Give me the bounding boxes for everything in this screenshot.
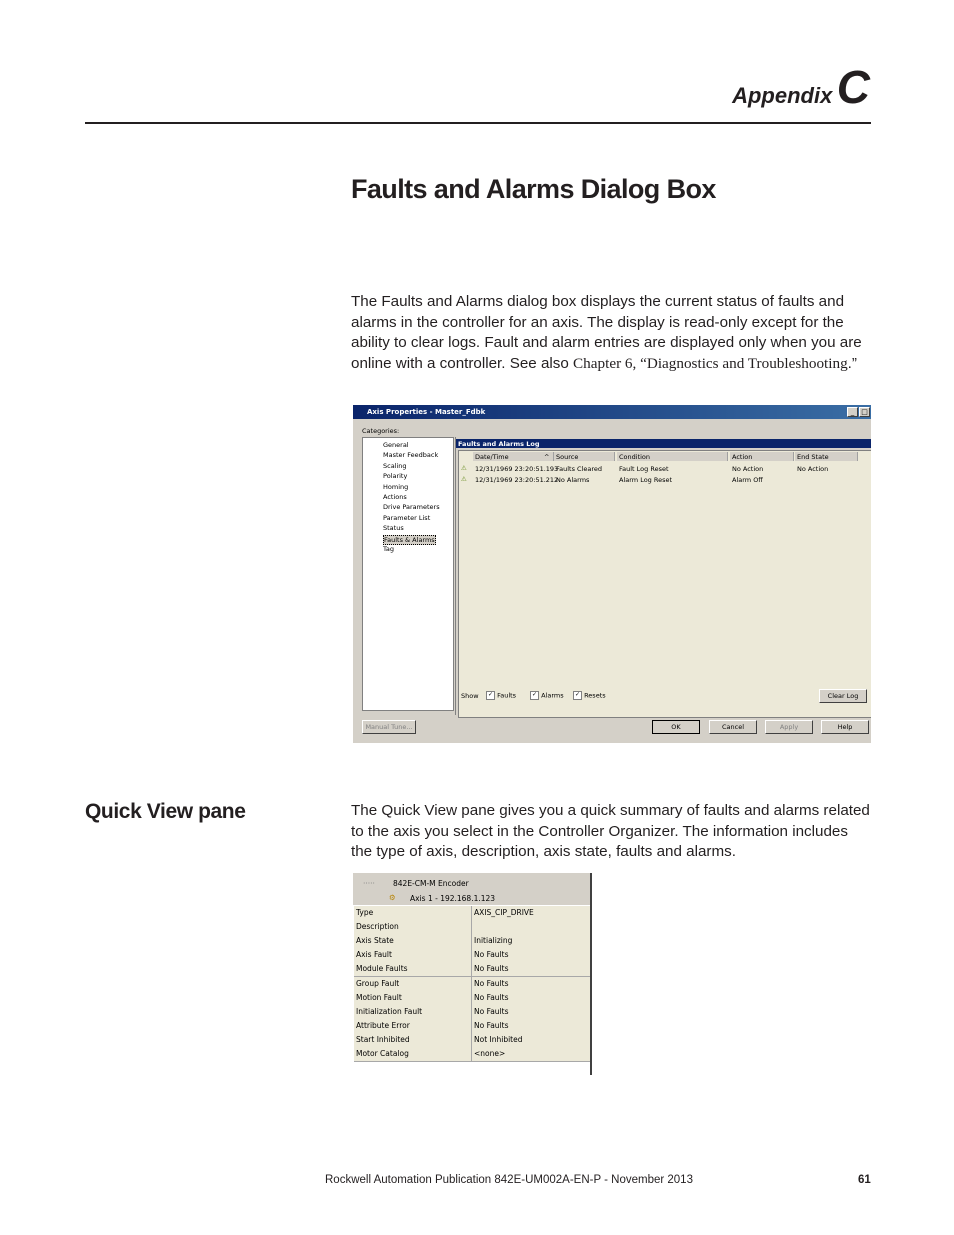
alarms-filter-label: Alarms — [541, 691, 564, 700]
apply-button[interactable]: Apply — [765, 720, 813, 734]
property-value: No Faults — [474, 1020, 509, 1030]
category-item[interactable]: Homing — [383, 482, 409, 491]
axis-label[interactable]: Axis 1 - 192.168.1.123 — [410, 894, 496, 903]
manual-tune-button[interactable]: Manual Tune... — [362, 720, 416, 734]
cell-action: Alarm Off — [732, 476, 763, 484]
column-divider — [471, 920, 472, 934]
tree-dots: ····· — [363, 879, 375, 888]
intro-paragraph — [351, 292, 871, 374]
alarm-icon: ⚠ — [461, 475, 467, 483]
column-divider — [471, 991, 472, 1005]
category-item[interactable]: Faults & Alarms — [384, 535, 435, 544]
property-name: Attribute Error — [356, 1020, 410, 1030]
category-item[interactable]: Actions — [383, 493, 407, 501]
category-item[interactable]: Parameter List — [383, 513, 431, 522]
categories-label: Categories: — [362, 427, 400, 435]
cell-action: No Action — [732, 465, 764, 473]
resets-checkbox[interactable]: ✓ — [574, 691, 581, 698]
minimize-icon[interactable]: _ — [847, 407, 858, 417]
property-value: No Faults — [474, 1006, 509, 1016]
quick-view-row — [354, 1005, 590, 1020]
quick-view-pane — [353, 873, 592, 1075]
intro-end: .” — [847, 354, 857, 372]
column-divider — [471, 1019, 472, 1033]
column-header-condition[interactable] — [617, 452, 728, 461]
module-label[interactable]: 842E-CM-M Encoder — [393, 879, 469, 888]
faults-filter-label: Faults — [497, 691, 517, 700]
category-item[interactable]: Status — [383, 524, 404, 533]
column-divider — [471, 1005, 472, 1019]
appendix-letter: C — [836, 61, 870, 113]
column-header-action[interactable] — [730, 452, 794, 461]
axis-icon: ⚙ — [389, 893, 396, 902]
dialog-title: Axis Properties - Master_Fdbk — [367, 408, 486, 416]
property-name: Module Faults — [356, 964, 408, 974]
category-item[interactable]: Tag — [383, 545, 395, 553]
faults-alarms-panel — [455, 437, 871, 715]
quick-view-row — [354, 948, 590, 963]
faults-filter[interactable] — [486, 691, 516, 700]
header-rule — [85, 122, 871, 124]
property-name: Motion Fault — [356, 992, 402, 1002]
column-header-label: Action — [732, 453, 753, 461]
category-item[interactable]: General — [383, 441, 409, 449]
clear-log-button[interactable]: Clear Log — [819, 689, 867, 703]
property-name: Initialization Fault — [356, 1006, 423, 1016]
table-row[interactable] — [459, 475, 871, 485]
quick-view-row — [354, 906, 590, 921]
column-header-source[interactable] — [544, 452, 615, 461]
column-header-label: Date/Time — [475, 453, 509, 461]
show-label: Show — [461, 692, 479, 700]
quick-view-row — [354, 991, 590, 1006]
column-divider — [471, 906, 472, 920]
column-header-label: Condition — [619, 453, 651, 461]
property-name: Axis State — [356, 936, 394, 946]
panel-header — [456, 439, 871, 448]
property-value: <none> — [474, 1049, 506, 1058]
faults-alarms-log — [458, 450, 871, 718]
quick-view-row — [354, 1033, 590, 1048]
panel-title: Faults and Alarms Log — [458, 440, 540, 448]
alarms-checkbox[interactable]: ✓ — [531, 691, 538, 698]
maximize-icon[interactable]: □ — [859, 407, 870, 417]
column-header-datetime[interactable] — [473, 452, 554, 461]
column-divider — [471, 948, 472, 962]
quick-view-row — [354, 934, 590, 949]
column-divider — [471, 977, 472, 991]
sort-icon: ^ — [544, 453, 550, 461]
dialog-titlebar — [353, 405, 871, 419]
faults-checkbox[interactable]: ✓ — [487, 691, 494, 698]
cell-end-state: No Action — [797, 465, 829, 473]
axis-properties-dialog — [353, 405, 871, 743]
appendix-heading — [732, 61, 870, 113]
table-row[interactable] — [459, 464, 871, 474]
property-name: Axis Fault — [356, 950, 392, 960]
chapter-link[interactable]: Chapter 6, “Diagnostics and Troubleshooting — [573, 354, 848, 372]
quick-view-paragraph: The Quick View pane gives you a quick summary of faults and alarms related to the axis you select in the Controller Organizer. The information includes the type of axis, description, axis state, faults and alarms. — [351, 802, 870, 860]
column-header-label: End State — [797, 453, 829, 461]
quick-view-tree — [353, 873, 590, 905]
cell-datetime: 12/31/1969 23:20:51.212 — [475, 476, 559, 484]
quick-view-heading: Quick View pane — [85, 800, 246, 823]
footer-publication: Rockwell Automation Publication 842E-UM002A-EN-P - November 2013 — [325, 1174, 693, 1186]
category-item[interactable]: Polarity — [383, 472, 408, 481]
column-divider — [471, 962, 472, 976]
fault-icon: ⚠ — [461, 464, 467, 472]
pane-border — [590, 873, 592, 1075]
cell-condition: Fault Log Reset — [619, 465, 669, 473]
quick-view-row — [354, 1019, 590, 1034]
ok-button[interactable]: OK — [652, 720, 700, 734]
categories-tree — [362, 437, 454, 711]
property-name: Motor Catalog — [356, 1049, 409, 1058]
column-divider — [471, 1033, 472, 1047]
column-header-end-state[interactable] — [795, 452, 858, 461]
property-name: Start Inhibited — [356, 1034, 410, 1044]
cell-source: Faults Cleared — [556, 465, 603, 473]
property-name: Description — [356, 922, 399, 932]
quick-view-row — [354, 1047, 590, 1062]
property-value: No Faults — [474, 992, 509, 1002]
column-divider — [471, 1047, 472, 1061]
page-title: Faults and Alarms Dialog Box — [351, 174, 716, 204]
property-name: Type — [356, 908, 374, 917]
quick-view-row — [354, 977, 590, 992]
help-button[interactable]: Help — [821, 720, 869, 734]
intro-text: The Faults and Alarms dialog box displays the current status of faults and alarms in the controller for an axis. The display is read-only except for the ability to clear logs. Fault and alarm entries are displayed only when you are online with a controller. See also — [351, 293, 862, 372]
property-value: Initializing — [474, 936, 513, 946]
column-header-label: Source — [556, 453, 579, 461]
category-item[interactable]: Drive Parameters — [383, 503, 440, 512]
alarms-filter[interactable] — [530, 691, 564, 700]
quick-view-row — [354, 920, 590, 935]
category-item[interactable]: Scaling — [383, 461, 407, 470]
column-divider — [471, 934, 472, 948]
property-value: Not Inhibited — [474, 1034, 523, 1044]
appendix-word: Appendix — [732, 83, 833, 108]
quick-view-row — [354, 962, 590, 977]
property-value: AXIS_CIP_DRIVE — [474, 908, 534, 917]
cell-datetime: 12/31/1969 23:20:51.193 — [475, 465, 559, 473]
property-name: Group Fault — [356, 978, 400, 988]
cancel-button[interactable]: Cancel — [709, 720, 757, 734]
property-value: No Faults — [474, 978, 509, 988]
property-value: No Faults — [474, 964, 509, 974]
property-value: No Faults — [474, 950, 509, 960]
cell-source: No Alarms — [556, 476, 590, 484]
resets-filter-label: Resets — [584, 691, 606, 700]
resets-filter[interactable] — [573, 691, 606, 700]
page-number: 61 — [858, 1174, 871, 1186]
cell-condition: Alarm Log Reset — [619, 476, 673, 484]
category-item[interactable]: Master Feedback — [383, 451, 439, 460]
